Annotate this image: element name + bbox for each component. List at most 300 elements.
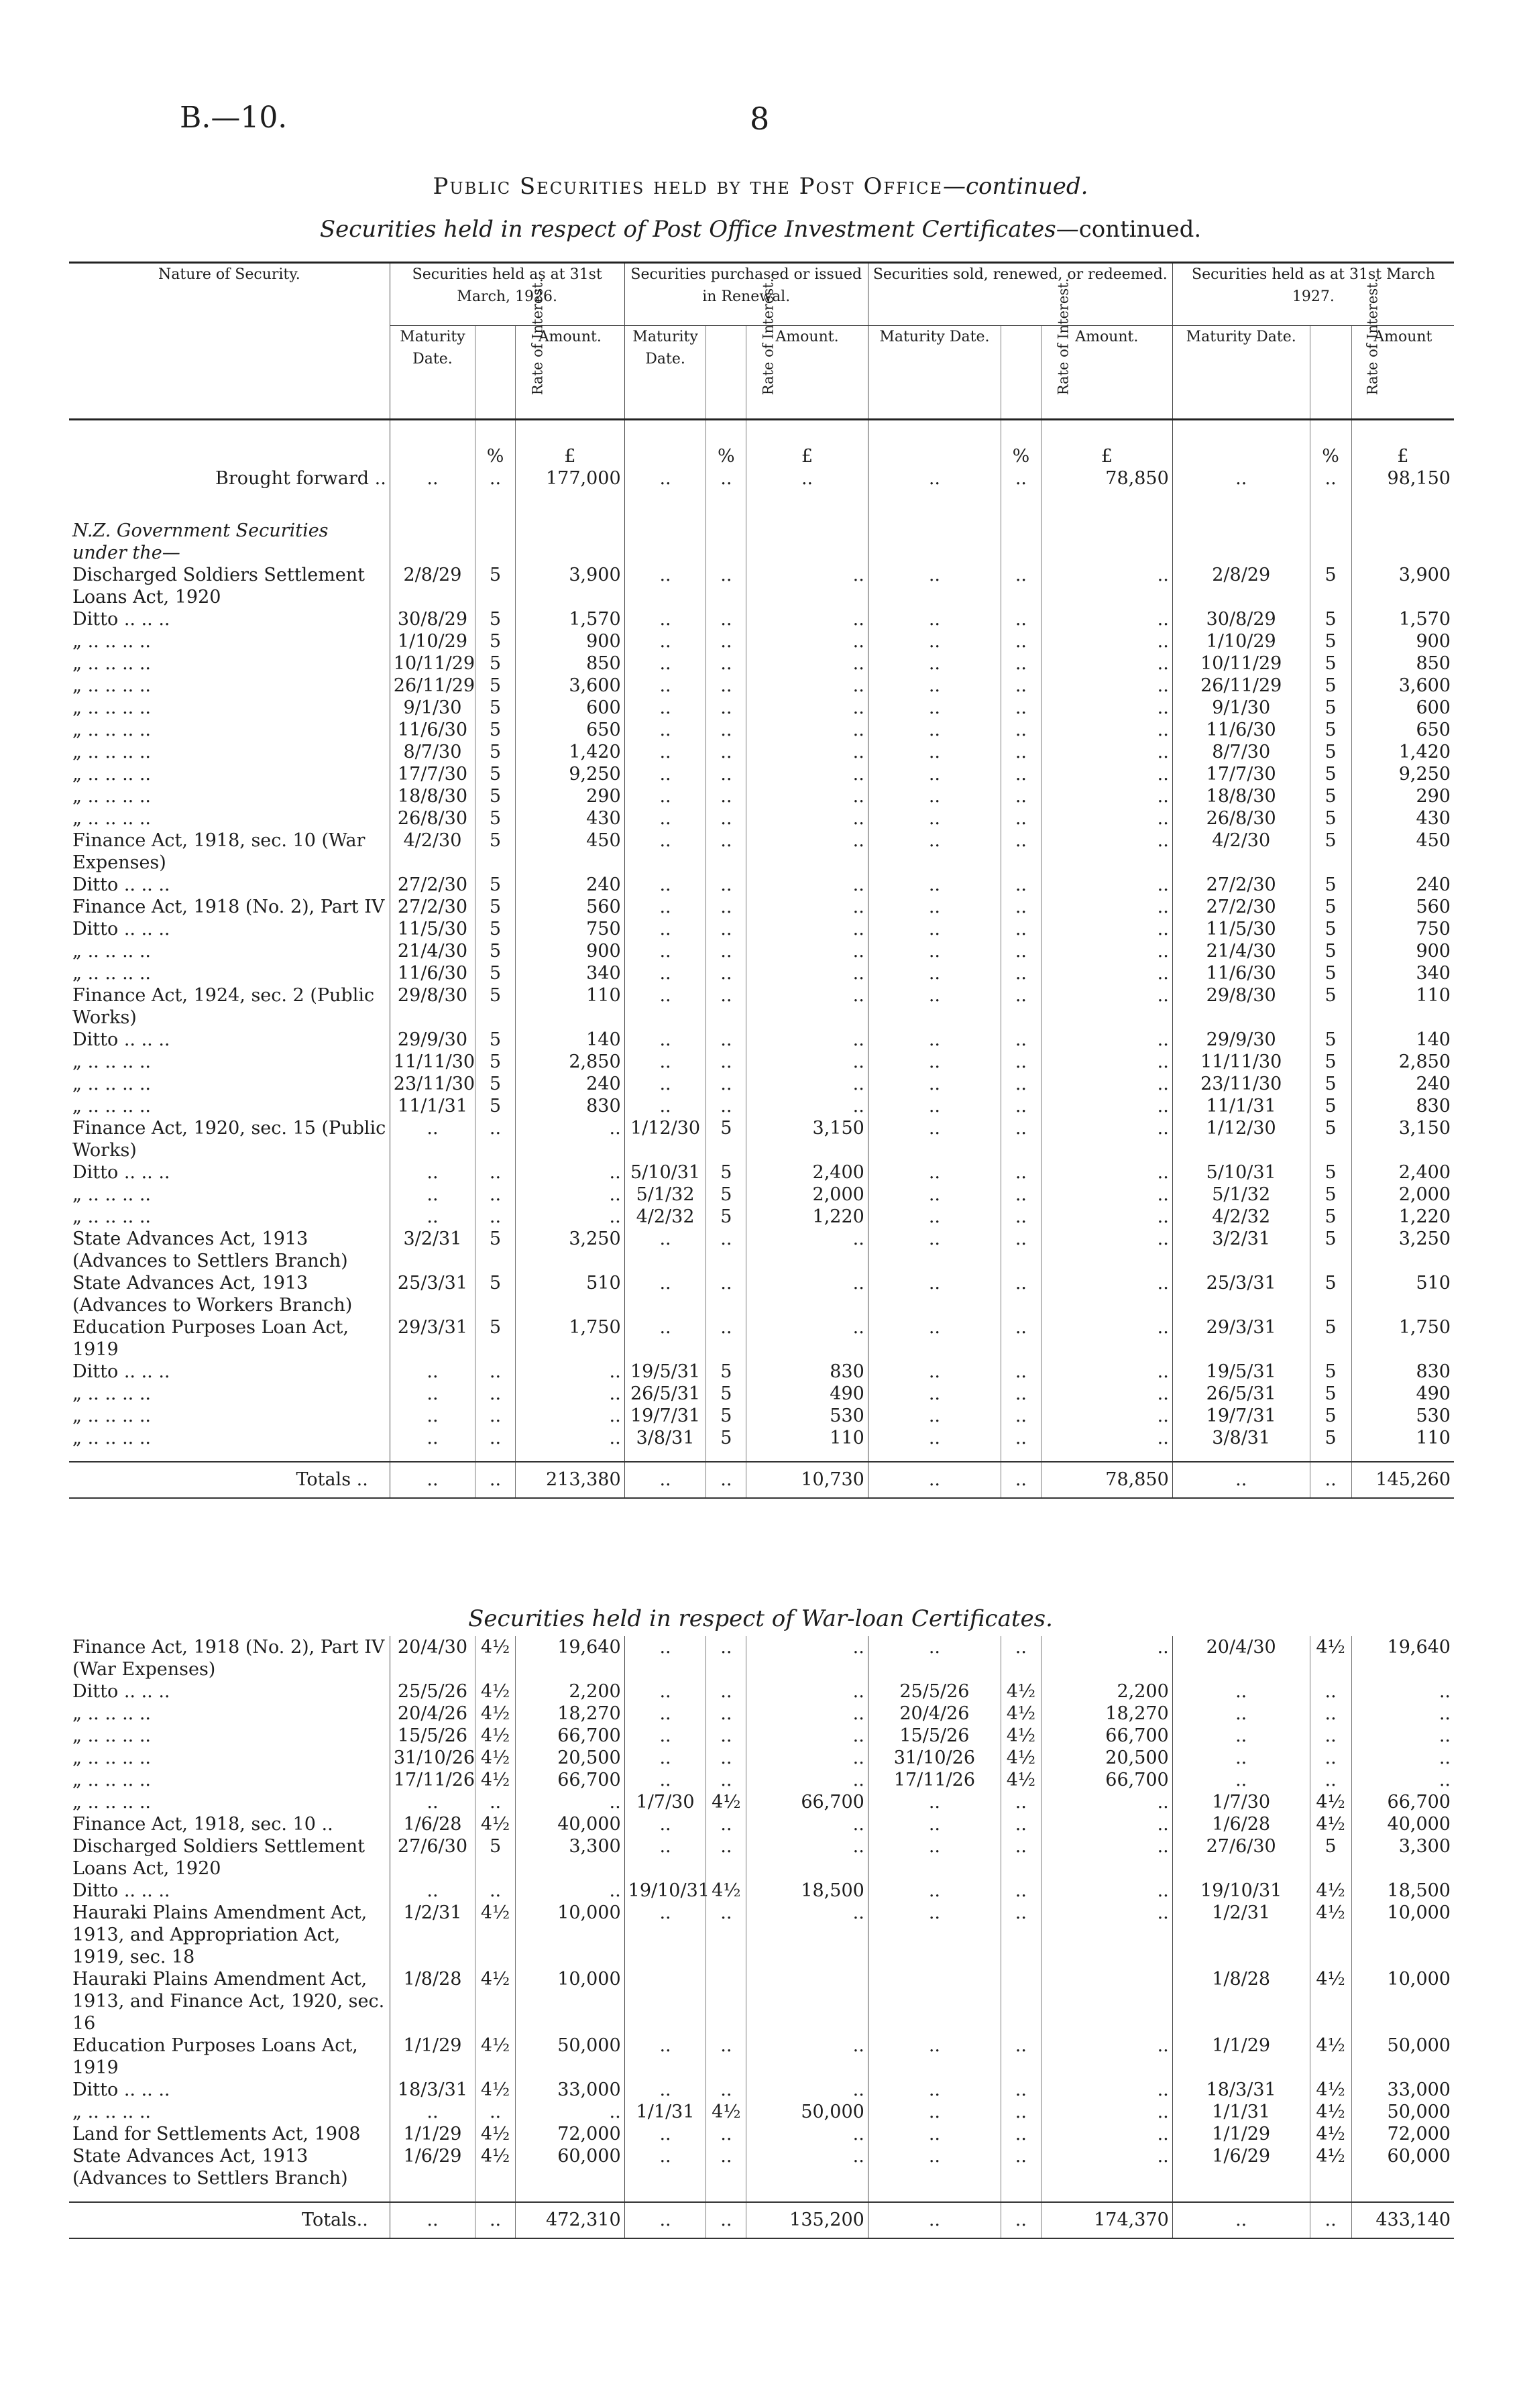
maturity-purchased: ..: [624, 1902, 706, 1968]
rate-sold: 4½: [1001, 1747, 1041, 1769]
amount-1927: 450: [1351, 829, 1454, 874]
total-held-1927: 433,140: [1351, 2202, 1454, 2238]
maturity-sold: ..: [868, 1835, 1001, 1880]
amount-1927: 10,000: [1351, 1902, 1454, 1968]
maturity-header: Maturity Date.: [868, 326, 1001, 420]
maturity-1927: 9/1/30: [1172, 697, 1310, 719]
investment-certificates-table: [69, 262, 1454, 1499]
maturity-1926: 3/2/31: [390, 1228, 475, 1272]
rate-header-text: Rate of Interest.: [529, 278, 546, 396]
security-nature: Ditto .. .. ..: [72, 1880, 170, 1901]
rate-purchased: ..: [706, 1029, 746, 1051]
rate-purchased: ..: [706, 719, 746, 741]
table-row: [69, 1073, 1454, 1095]
rate-sold: ..: [1001, 940, 1041, 962]
security-nature: Education Purposes Loans Act, 1919: [72, 2035, 358, 2078]
rate-1927: 5: [1310, 763, 1351, 785]
rate-sold: ..: [1001, 1029, 1041, 1051]
amount-purchased: ..: [746, 697, 868, 719]
amount-1927: 2,850: [1351, 1051, 1454, 1073]
maturity-sold: ..: [868, 1161, 1001, 1184]
war-loan-totals: [69, 2189, 1454, 2238]
page-title-text: Public Securities held by the Post Office: [433, 173, 944, 200]
rate-purchased: ..: [706, 940, 746, 962]
table-row: [69, 1405, 1454, 1427]
maturity-sold: [868, 1968, 1001, 2034]
maturity-sold: ..: [868, 630, 1001, 652]
rate-sold: ..: [1001, 652, 1041, 675]
maturity-purchased: ..: [624, 1029, 706, 1051]
security-nature: „ .. .. .. ..: [72, 1406, 151, 1426]
maturity-1927: 1/12/30: [1172, 1117, 1310, 1161]
maturity-purchased: 19/10/31: [624, 1880, 706, 1902]
maturity-1927: ..: [1172, 1747, 1310, 1769]
amount-purchased: ..: [746, 785, 868, 807]
amount-1927: 3,250: [1351, 1228, 1454, 1272]
amount-1926: 140: [515, 1029, 624, 1051]
amount-purchased: ..: [746, 2123, 868, 2145]
amount-1926: 60,000: [515, 2145, 624, 2189]
amount-1927: 18,500: [1351, 1880, 1454, 1902]
security-nature: Ditto .. .. ..: [72, 609, 170, 630]
security-nature: „ .. .. .. ..: [72, 720, 151, 740]
rate-sold: ..: [1001, 630, 1041, 652]
maturity-1927: 3/8/31: [1172, 1427, 1310, 1449]
maturity-1926: 31/10/26: [390, 1747, 475, 1769]
amount-1926: 20,500: [515, 1747, 624, 1769]
rate-sold: ..: [1001, 1902, 1041, 1968]
maturity-1927: 11/5/30: [1172, 918, 1310, 940]
amount-1926: 650: [515, 719, 624, 741]
amount-1927: 1,420: [1351, 741, 1454, 763]
rate-1927: 5: [1310, 1117, 1351, 1161]
rate-1927: 4½: [1310, 2123, 1351, 2145]
rate-1926: 5: [475, 741, 516, 763]
maturity-1926: 11/11/30: [390, 1051, 475, 1073]
rate-purchased: ..: [706, 1228, 746, 1272]
maturity-sold: ..: [868, 1272, 1001, 1316]
rate-1926: 5: [475, 564, 516, 608]
amount-purchased: ..: [746, 1272, 868, 1316]
security-nature: „ .. .. .. ..: [72, 1074, 151, 1094]
rate-purchased: [706, 1968, 746, 2034]
maturity-1926: ..: [390, 1880, 475, 1902]
rate-1927: 5: [1310, 962, 1351, 984]
maturity-1927: 19/10/31: [1172, 1880, 1310, 1902]
rate-sold: ..: [1001, 675, 1041, 697]
table-row: [69, 2079, 1454, 2101]
security-nature: „ .. .. .. ..: [72, 675, 151, 696]
placeholder: ..: [624, 467, 706, 510]
rate-header: [1001, 278, 1072, 420]
rate-1926: 4½: [475, 2123, 516, 2145]
table-row: [69, 2034, 1454, 2079]
maturity-purchased: ..: [624, 896, 706, 918]
placeholder: ..: [390, 1462, 475, 1498]
amount-1927: 650: [1351, 719, 1454, 741]
rate-1927: 5: [1310, 719, 1351, 741]
rate-sold: ..: [1001, 962, 1041, 984]
amount-1927: 430: [1351, 807, 1454, 829]
security-nature: Finance Act, 1918, sec. 10 ..: [72, 1814, 333, 1835]
maturity-purchased: ..: [624, 1095, 706, 1117]
rate-sold: ..: [1001, 697, 1041, 719]
maturity-1927: 19/7/31: [1172, 1405, 1310, 1427]
amount-1927: 3,600: [1351, 675, 1454, 697]
security-nature: State Advances Act, 1913 (Advances to Workers Branch): [72, 1273, 353, 1316]
maturity-1926: 26/11/29: [390, 675, 475, 697]
maturity-1926: ..: [390, 2101, 475, 2123]
maturity-1926: 4/2/30: [390, 829, 475, 874]
amount-sold: 18,270: [1041, 1703, 1172, 1725]
rate-1927: 5: [1310, 1029, 1351, 1051]
rate-sold: ..: [1001, 1073, 1041, 1095]
maturity-1926: 29/9/30: [390, 1029, 475, 1051]
amount-sold: ..: [1041, 807, 1172, 829]
rate-1926: 5: [475, 940, 516, 962]
rate-1927: 4½: [1310, 1968, 1351, 2034]
rate-1926: 5: [475, 918, 516, 940]
security-nature: „ .. .. .. ..: [72, 1703, 151, 1724]
rate-sold: ..: [1001, 829, 1041, 874]
amount-1926: ..: [515, 1184, 624, 1206]
amount-purchased: 490: [746, 1383, 868, 1405]
table-row: [69, 2145, 1454, 2189]
rate-1927: 5: [1310, 1095, 1351, 1117]
amount-1926: 18,270: [515, 1703, 624, 1725]
placeholder: ..: [706, 1462, 746, 1498]
rate-purchased: ..: [706, 918, 746, 940]
rate-1927: 5: [1310, 896, 1351, 918]
amount-1926: 72,000: [515, 2123, 624, 2145]
rate-sold: ..: [1001, 1880, 1041, 1902]
rate-1926: 4½: [475, 1769, 516, 1791]
rate-sold: ..: [1001, 1791, 1041, 1813]
maturity-1927: 27/2/30: [1172, 896, 1310, 918]
amount-sold: ..: [1041, 2101, 1172, 2123]
placeholder: ..: [868, 467, 1001, 510]
security-nature: „ .. .. .. ..: [72, 1770, 151, 1790]
maturity-sold: ..: [868, 1383, 1001, 1405]
maturity-1927: 27/2/30: [1172, 874, 1310, 896]
maturity-sold: ..: [868, 564, 1001, 608]
amount-sold: ..: [1041, 719, 1172, 741]
maturity-1926: 27/2/30: [390, 896, 475, 918]
rate-1926: 4½: [475, 1680, 516, 1703]
table-row: [69, 652, 1454, 675]
group-header-purchased: Securities purchased or issued in Renewal.: [624, 263, 868, 326]
amount-sold: ..: [1041, 2034, 1172, 2079]
maturity-purchased: ..: [624, 608, 706, 630]
security-nature: „ .. .. .. ..: [72, 1725, 151, 1746]
amount-purchased: 50,000: [746, 2101, 868, 2123]
amount-1927: 850: [1351, 652, 1454, 675]
table-row: [69, 1029, 1454, 1051]
rate-1926: 4½: [475, 1747, 516, 1769]
rate-purchased: ..: [706, 1051, 746, 1073]
maturity-1926: 17/7/30: [390, 763, 475, 785]
maturity-1926: 21/4/30: [390, 940, 475, 962]
security-nature: Discharged Soldiers Settlement Loans Act, 1920: [72, 1836, 365, 1879]
security-nature: Finance Act, 1924, sec. 2 (Public Works): [72, 985, 375, 1028]
rate-purchased: ..: [706, 763, 746, 785]
table-row: [69, 1968, 1454, 2034]
maturity-1926: 29/8/30: [390, 984, 475, 1029]
nature-header: Nature of Security.: [69, 263, 390, 420]
maturity-1927: 10/11/29: [1172, 652, 1310, 675]
rate-sold: ..: [1001, 896, 1041, 918]
maturity-purchased: ..: [624, 1725, 706, 1747]
amount-1926: 3,600: [515, 675, 624, 697]
amount-purchased: ..: [746, 1316, 868, 1361]
maturity-1927: 21/4/30: [1172, 940, 1310, 962]
maturity-purchased: ..: [624, 1272, 706, 1316]
amount-1926: 510: [515, 1272, 624, 1316]
rate-purchased: 5: [706, 1161, 746, 1184]
maturity-1927: 1/7/30: [1172, 1791, 1310, 1813]
maturity-header: Maturity Date.: [390, 326, 475, 420]
security-nature: „ .. .. .. ..: [72, 1096, 151, 1116]
maturity-purchased: 5/1/32: [624, 1184, 706, 1206]
amount-sold: [1041, 1968, 1172, 2034]
table-row: [69, 1769, 1454, 1791]
rate-purchased: ..: [706, 2079, 746, 2101]
security-nature: „ .. .. .. ..: [72, 2102, 151, 2122]
table-row: [69, 918, 1454, 940]
rate-1926: ..: [475, 1791, 516, 1813]
amount-1926: ..: [515, 1161, 624, 1184]
maturity-1926: 11/5/30: [390, 918, 475, 940]
maturity-1926: 18/3/31: [390, 2079, 475, 2101]
maturity-purchased: 5/10/31: [624, 1161, 706, 1184]
maturity-purchased: ..: [624, 652, 706, 675]
maturity-purchased: ..: [624, 697, 706, 719]
security-nature: „ .. .. .. ..: [72, 941, 151, 962]
amount-purchased: ..: [746, 1703, 868, 1725]
amount-1927: 290: [1351, 785, 1454, 807]
rate-sold: ..: [1001, 763, 1041, 785]
maturity-purchased: ..: [624, 1769, 706, 1791]
maturity-1927: 19/5/31: [1172, 1361, 1310, 1383]
brought-forward-label: Brought forward ..: [215, 468, 386, 489]
security-nature: Ditto .. .. ..: [72, 2079, 170, 2100]
amount-header: Amount.: [1041, 326, 1172, 420]
amount-sold: ..: [1041, 1073, 1172, 1095]
amount-purchased: ..: [746, 807, 868, 829]
placeholder: ..: [746, 467, 868, 510]
rate-1927: 4½: [1310, 1813, 1351, 1835]
maturity-purchased: ..: [624, 918, 706, 940]
amount-1927: 9,250: [1351, 763, 1454, 785]
rate-sold: 4½: [1001, 1680, 1041, 1703]
amount-sold: ..: [1041, 962, 1172, 984]
war-loan-subtitle: Securities held in respect of War-loan Certificates.: [468, 1605, 1053, 1632]
amount-1927: 2,000: [1351, 1184, 1454, 1206]
amount-1926: 10,000: [515, 1902, 624, 1968]
rate-sold: ..: [1001, 2101, 1041, 2123]
maturity-sold: 17/11/26: [868, 1769, 1001, 1791]
percent-unit: %: [1001, 420, 1041, 468]
rate-1926: 5: [475, 829, 516, 874]
rate-1927: ..: [1310, 1769, 1351, 1791]
total-held-1926: 472,310: [515, 2202, 624, 2238]
rate-1927: 5: [1310, 918, 1351, 940]
maturity-1926: 27/2/30: [390, 874, 475, 896]
rate-1926: 5: [475, 1316, 516, 1361]
table-row: [69, 896, 1454, 918]
security-nature: „ .. .. .. ..: [72, 697, 151, 718]
rate-purchased: ..: [706, 675, 746, 697]
maturity-1927: 11/11/30: [1172, 1051, 1310, 1073]
maturity-header: Maturity Date.: [1172, 326, 1310, 420]
amount-1926: ..: [515, 1383, 624, 1405]
percent-unit: %: [475, 420, 516, 468]
amount-sold: 2,200: [1041, 1680, 1172, 1703]
rate-1926: 5: [475, 962, 516, 984]
rate-sold: ..: [1001, 1361, 1041, 1383]
security-nature: Finance Act, 1918 (No. 2), Part IV: [72, 897, 385, 917]
amount-purchased: 2,000: [746, 1184, 868, 1206]
rate-purchased: ..: [706, 829, 746, 874]
maturity-1927: 1/6/29: [1172, 2145, 1310, 2189]
rate-purchased: 4½: [706, 1791, 746, 1813]
amount-1926: 50,000: [515, 2034, 624, 2079]
rate-purchased: 4½: [706, 2101, 746, 2123]
rate-sold: ..: [1001, 1405, 1041, 1427]
amount-1927: 33,000: [1351, 2079, 1454, 2101]
maturity-sold: ..: [868, 1791, 1001, 1813]
amount-1926: ..: [515, 1427, 624, 1449]
maturity-purchased: 26/5/31: [624, 1383, 706, 1405]
table-row: [69, 984, 1454, 1029]
security-nature: Hauraki Plains Amendment Act, 1913, and Finance Act, 1920, sec. 16: [72, 1969, 385, 2034]
rate-1927: 5: [1310, 1835, 1351, 1880]
maturity-1926: ..: [390, 1161, 475, 1184]
amount-purchased: 66,700: [746, 1791, 868, 1813]
amount-sold: 20,500: [1041, 1747, 1172, 1769]
maturity-1927: 4/2/32: [1172, 1206, 1310, 1228]
security-nature: Finance Act, 1920, sec. 15 (Public Works): [72, 1118, 386, 1161]
security-nature: Ditto .. .. ..: [72, 1162, 170, 1183]
rate-1927: 4½: [1310, 2034, 1351, 2079]
maturity-sold: ..: [868, 2079, 1001, 2101]
maturity-purchased: ..: [624, 1703, 706, 1725]
maturity-1926: 1/1/29: [390, 2034, 475, 2079]
amount-1927: 3,900: [1351, 564, 1454, 608]
table-row: [69, 1316, 1454, 1361]
amount-sold: ..: [1041, 1316, 1172, 1361]
amount-purchased: ..: [746, 1073, 868, 1095]
amount-purchased: ..: [746, 608, 868, 630]
table-row: [69, 962, 1454, 984]
rate-sold: ..: [1001, 785, 1041, 807]
maturity-1927: 5/1/32: [1172, 1184, 1310, 1206]
amount-sold: 66,700: [1041, 1725, 1172, 1747]
amount-sold: ..: [1041, 1272, 1172, 1316]
rate-sold: ..: [1001, 2034, 1041, 2079]
amount-purchased: ..: [746, 2034, 868, 2079]
amount-purchased: ..: [746, 652, 868, 675]
maturity-purchased: ..: [624, 741, 706, 763]
maturity-purchased: 19/5/31: [624, 1361, 706, 1383]
maturity-1926: 8/7/30: [390, 741, 475, 763]
maturity-1926: ..: [390, 1206, 475, 1228]
rate-sold: ..: [1001, 1095, 1041, 1117]
security-nature: Ditto .. .. ..: [72, 1681, 170, 1702]
maturity-purchased: ..: [624, 1835, 706, 1880]
rate-1926: 5: [475, 675, 516, 697]
security-nature: „ .. .. .. ..: [72, 631, 151, 652]
amount-sold: ..: [1041, 918, 1172, 940]
rate-1926: 4½: [475, 1813, 516, 1835]
rate-sold: ..: [1001, 1051, 1041, 1073]
amount-sold: ..: [1041, 1902, 1172, 1968]
maturity-1927: 5/10/31: [1172, 1161, 1310, 1184]
amount-purchased: 2,400: [746, 1161, 868, 1184]
amount-sold: ..: [1041, 697, 1172, 719]
rate-purchased: ..: [706, 785, 746, 807]
amount-1926: 19,640: [515, 1636, 624, 1680]
rate-purchased: ..: [706, 697, 746, 719]
amount-1927: 72,000: [1351, 2123, 1454, 2145]
amount-sold: ..: [1041, 785, 1172, 807]
rate-1926: 5: [475, 984, 516, 1029]
rate-purchased: 5: [706, 1427, 746, 1449]
amount-1927: 900: [1351, 940, 1454, 962]
rate-header-text: Rate of Interest.: [760, 278, 777, 396]
rate-1927: ..: [1310, 1680, 1351, 1703]
rate-1927: ..: [1310, 1703, 1351, 1725]
amount-1927: 50,000: [1351, 2101, 1454, 2123]
amount-1926: 290: [515, 785, 624, 807]
rate-1926: 5: [475, 807, 516, 829]
maturity-1927: 4/2/30: [1172, 829, 1310, 874]
maturity-1926: 27/6/30: [390, 1835, 475, 1880]
rate-purchased: ..: [706, 1747, 746, 1769]
maturity-sold: ..: [868, 1073, 1001, 1095]
rate-1926: 4½: [475, 1703, 516, 1725]
rate-header-text: Rate of Interest.: [1363, 278, 1380, 396]
maturity-sold: ..: [868, 1316, 1001, 1361]
amount-purchased: ..: [746, 1835, 868, 1880]
maturity-purchased: 1/12/30: [624, 1117, 706, 1161]
maturity-1927: ..: [1172, 1703, 1310, 1725]
table-row: [69, 1383, 1454, 1405]
amount-1926: 33,000: [515, 2079, 624, 2101]
placeholder: ..: [390, 467, 475, 510]
amount-1926: 1,570: [515, 608, 624, 630]
security-nature: „ .. .. .. ..: [72, 1184, 151, 1205]
maturity-1926: 11/6/30: [390, 962, 475, 984]
rate-purchased: ..: [706, 874, 746, 896]
table-row: [69, 1636, 1454, 1680]
amount-sold: ..: [1041, 1117, 1172, 1161]
rate-1927: 4½: [1310, 2145, 1351, 2189]
security-nature: State Advances Act, 1913 (Advances to Settlers Branch): [72, 1228, 348, 1271]
maturity-sold: ..: [868, 2034, 1001, 2079]
rate-1926: 5: [475, 630, 516, 652]
rate-1927: 5: [1310, 1383, 1351, 1405]
security-nature: „ .. .. .. ..: [72, 764, 151, 785]
table-row: [69, 1228, 1454, 1272]
rate-header: [1310, 278, 1380, 420]
maturity-1926: ..: [390, 1405, 475, 1427]
maturity-sold: 20/4/26: [868, 1703, 1001, 1725]
rate-1927: 5: [1310, 630, 1351, 652]
amount-purchased: ..: [746, 829, 868, 874]
maturity-1926: ..: [390, 1427, 475, 1449]
placeholder: ..: [475, 1462, 516, 1498]
